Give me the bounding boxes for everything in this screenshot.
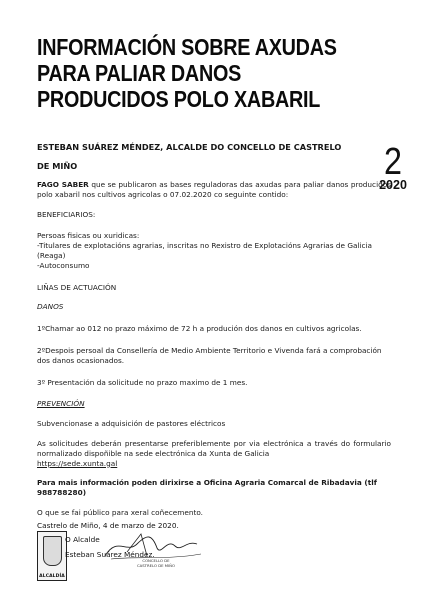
signature-block (37, 521, 197, 591)
beneficiarios-line: Persoas fisicas ou xuridicas: (37, 231, 140, 241)
notice-number: 2 (384, 141, 402, 183)
info-contact: Para mais información poden dirixirse a Oficina Agraria Comarcal de Ribadavia (tlf 988788280) (37, 478, 377, 498)
alcaldia-stamp (37, 531, 67, 581)
seal-line-1: CONCELLO DE (142, 558, 170, 563)
step-2: 2ºDespois persoal da Consellería de Medio Ambiente Territorio e Vivenda fará a comprobación dos danos ocasionados. (37, 345, 382, 365)
mayor-heading (37, 138, 367, 176)
title-line-3: PRODUCIDOS POLO XABARIL (37, 86, 321, 112)
concello-seal (129, 559, 183, 573)
closing-text: O que se fai público para xeral coñecemento. (37, 507, 203, 517)
title-line-1: INFORMACIÓN SOBRE AXUDAS (37, 34, 337, 60)
beneficiarios-line: -Autoconsumo (37, 260, 90, 270)
document-body (37, 180, 391, 518)
step-3: 3º Presentación da solicitude no prazo maximo de 1 mes. (37, 377, 248, 387)
signature-date: Castrelo de Miño, 4 de marzo de 2020. (37, 521, 179, 530)
solicitudes-text (37, 439, 391, 468)
page-title (37, 34, 338, 112)
prevencion-heading: PREVENCIÓN (37, 399, 85, 409)
danos-heading: DANOS (37, 302, 64, 312)
step-1: 1ºChamar ao 012 no prazo máximo de 72 h a produción dos danos en cultivos agricolas. (37, 324, 362, 334)
title-line-2: PARA PALIAR DANOS (37, 60, 242, 86)
stamp-label: ALCALDÍA (39, 574, 65, 579)
beneficiarios-heading: BENEFICIARIOS: (37, 209, 96, 219)
fago-saber-label: FAGO SABER (37, 180, 89, 189)
prevencion-text: Subvencionase a adquisición de pastores eléctricos (37, 419, 226, 429)
mayor-line-1: ESTEBAN SUÁREZ MÉNDEZ, ALCALDE DO CONCELLO DE CASTRELO (37, 142, 342, 152)
solicitudes-body: As solicitudes deberán presentarse preferiblemente por via electrónica a través do formulario normalizado dispoñible na sede electrónica da Xunta de Galicia (37, 438, 391, 458)
mayor-line-2: DE MIÑO (37, 161, 78, 171)
seal-line-2: CASTRELO DE MIÑO (137, 562, 175, 568)
sede-link[interactable]: https://sede.xunta.gal (37, 458, 118, 468)
coat-of-arms-icon (43, 536, 62, 566)
linas-heading: LIÑAS DE ACTUACIÓN (37, 282, 117, 292)
signature-role: O Alcalde (65, 535, 100, 544)
notice-year: 2020 (379, 178, 407, 192)
signature-name: Esteban Suárez Méndez. (65, 550, 155, 559)
intro-text: que se publicaron as bases reguladoras das axudas para paliar danos producidos polo xabaril nos cultivos agricolas o 07.02.2020 co seguinte contido: (37, 180, 391, 199)
intro-paragraph (37, 180, 391, 200)
beneficiarios-line: -Titulares de explotacións agrarias, inscritas no Rexistro de Explotacións Agrarias de Galicia (Reaga) (37, 241, 373, 260)
